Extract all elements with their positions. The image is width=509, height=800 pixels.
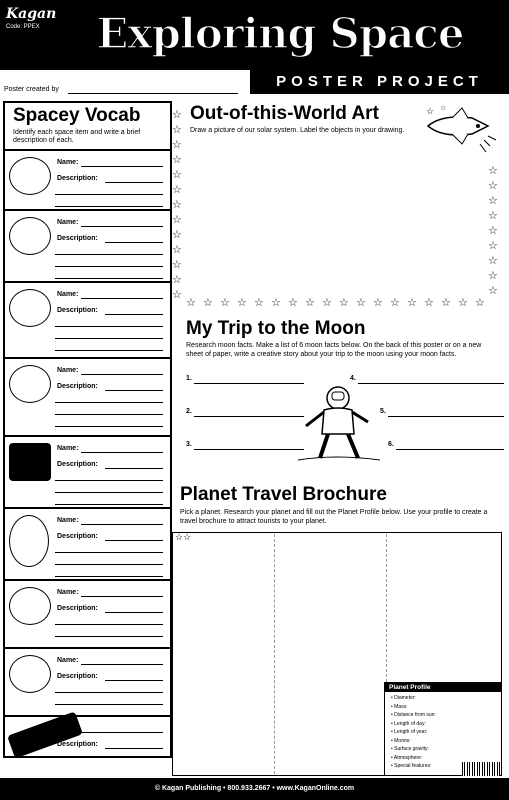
star-icon: ☆ xyxy=(172,154,182,166)
vocab-description-field[interactable] xyxy=(105,680,163,681)
product-code: Code: PPEX xyxy=(6,24,40,30)
vocab-instructions: Identify each space item and write a brief description of each. xyxy=(13,129,141,144)
vocab-description-field[interactable] xyxy=(55,266,163,267)
vocab-name-label: Name: xyxy=(57,657,79,664)
star-icon: ☆ xyxy=(488,180,498,192)
vocab-description-label: Description: xyxy=(57,235,98,242)
art-instructions: Draw a picture of our solar system. Label the objects in your drawing. xyxy=(190,127,405,134)
brochure-title: Planet Travel Brochure xyxy=(180,484,387,505)
galaxy-icon xyxy=(9,443,51,481)
vocab-name-label: Name: xyxy=(57,517,79,524)
moon-fact-number: 1. xyxy=(186,375,192,382)
art-drawing-area[interactable] xyxy=(186,140,486,298)
star-icon: ☆ xyxy=(172,214,182,226)
vocab-name-label: Name: xyxy=(57,445,79,452)
vocab-description-field[interactable] xyxy=(105,314,163,315)
poster-created-by-label: Poster created by xyxy=(4,86,59,93)
vocab-description-field[interactable] xyxy=(55,402,163,403)
vocab-description-field[interactable] xyxy=(55,704,163,705)
vocab-description-field[interactable] xyxy=(55,492,163,493)
vocab-name-field[interactable] xyxy=(81,664,163,665)
star-icon: ☆ xyxy=(488,195,498,207)
vocab-name-field[interactable] xyxy=(81,524,163,525)
vocab-name-field[interactable] xyxy=(81,452,163,453)
star-icon: ☆ xyxy=(172,259,182,271)
vocab-description-field[interactable] xyxy=(105,540,163,541)
planet-profile-item: • Atmosphere: xyxy=(391,754,423,761)
planet-profile-item: • Diameter: xyxy=(391,695,416,701)
star-icon: ☆ xyxy=(288,297,298,309)
astronaut-icon xyxy=(296,384,382,466)
planet-profile-item: • Length of year: xyxy=(391,729,428,735)
vocab-cell xyxy=(5,579,170,649)
earth-icon xyxy=(9,289,51,327)
vocab-cell xyxy=(5,435,170,509)
star-icon: ☆ xyxy=(172,139,182,151)
planet-profile-item: • Surface gravity: xyxy=(391,746,429,752)
poster-project-banner: POSTER PROJECT xyxy=(250,70,509,94)
spacey-vocab-panel xyxy=(3,101,172,758)
vocab-description-field[interactable] xyxy=(55,552,163,553)
stars-icon: ☆☆ xyxy=(175,532,192,542)
vocab-description-field[interactable] xyxy=(55,504,163,505)
star-icon: ☆ xyxy=(172,199,182,211)
star-icon: ☆ xyxy=(172,169,182,181)
art-title: Out-of-this-World Art xyxy=(190,103,379,124)
star-icon: ☆ xyxy=(475,297,485,309)
star-icon: ☆ xyxy=(488,225,498,237)
planet-profile-item: • Mass: xyxy=(391,703,408,710)
vocab-name-field[interactable] xyxy=(81,596,163,597)
vocab-cell xyxy=(5,507,170,581)
vocab-name-label: Name: xyxy=(57,159,79,166)
vocab-title: Spacey Vocab xyxy=(13,105,141,126)
star-icon: ☆ xyxy=(203,297,213,309)
vocab-description-field[interactable] xyxy=(55,326,163,327)
star-icon: ☆ xyxy=(339,297,349,309)
moon-fact-field[interactable] xyxy=(396,449,504,450)
star-icon: ☆ xyxy=(172,124,182,136)
vocab-description-field[interactable] xyxy=(55,624,163,625)
star-icon: ☆ xyxy=(237,297,247,309)
moon-fact-number: 2. xyxy=(186,408,192,415)
star-icon: ☆ xyxy=(172,184,182,196)
vocab-name-label: Name: xyxy=(57,291,79,298)
vocab-description-label: Description: xyxy=(57,175,98,182)
space-shuttle-icon xyxy=(422,104,500,156)
vocab-cell xyxy=(5,357,170,437)
vocab-name-field[interactable] xyxy=(81,166,163,167)
planet-profile-item: • Special features: xyxy=(391,763,432,769)
star-icon: ☆ xyxy=(172,289,182,301)
star-icon: ☆ xyxy=(488,165,498,177)
brochure-fold-line xyxy=(386,534,387,682)
moon-fact-field[interactable] xyxy=(194,449,304,450)
page-title: Exploring Space xyxy=(96,9,464,58)
vocab-description-field[interactable] xyxy=(55,338,163,339)
vocab-description-label: Description: xyxy=(57,605,98,612)
constellation-icon xyxy=(7,711,83,758)
star-icon: ☆ xyxy=(254,297,264,309)
star-icon: ☆ xyxy=(407,297,417,309)
vocab-name-field[interactable] xyxy=(81,732,163,733)
planet-profile-item: • Length of day: xyxy=(391,720,426,727)
star-icon: ☆ xyxy=(172,109,182,121)
brochure-instructions: Pick a planet. Research your planet and fill out the Planet Profile below. Use your profile to create a travel brochure to attract tourists to your planet. xyxy=(180,509,488,525)
saturn-icon xyxy=(9,365,51,403)
vocab-name-field[interactable] xyxy=(81,298,163,299)
vocab-description-field[interactable] xyxy=(55,426,163,427)
vocab-description-label: Description: xyxy=(57,741,98,748)
moon-fact-field[interactable] xyxy=(388,416,504,417)
vocab-description-field[interactable] xyxy=(55,480,163,481)
star-icon: ☆ xyxy=(424,297,434,309)
vocab-name-label: Name: xyxy=(57,725,79,732)
star-icon: ☆ xyxy=(220,297,230,309)
star-icon: ☆ xyxy=(305,297,315,309)
vocab-description-field[interactable] xyxy=(105,612,163,613)
vocab-description-field[interactable] xyxy=(55,350,163,351)
vocab-description-field[interactable] xyxy=(105,468,163,469)
vocab-cell xyxy=(5,149,170,211)
moon-fact-number: 4. xyxy=(350,375,356,382)
footer: © Kagan Publishing • 800.933.2667 • www.KaganOnline.com xyxy=(0,778,509,800)
vocab-cell xyxy=(5,715,170,755)
star-icon: ☆ xyxy=(488,270,498,282)
brand-name: Kagan xyxy=(6,6,57,22)
moon-instructions: Research moon facts. Make a list of 6 moon facts below. On the back of this poster or on a new sheet of paper, write a creative story about your trip to the moon using your moon facts. xyxy=(186,342,482,358)
star-icon: ☆ xyxy=(390,297,400,309)
star-icon: ☆ xyxy=(356,297,366,309)
moon-fact-number: 6. xyxy=(388,441,394,448)
vocab-description-field[interactable] xyxy=(55,564,163,565)
vocab-description-label: Description: xyxy=(57,307,98,314)
star-icon: ☆ xyxy=(488,240,498,252)
vocab-description-field[interactable] xyxy=(105,182,163,183)
svg-text:☆: ☆ xyxy=(440,105,447,112)
sun-icon xyxy=(9,157,51,195)
vocab-cell xyxy=(5,647,170,717)
moon-fact-field[interactable] xyxy=(194,416,304,417)
vocab-cell xyxy=(5,281,170,359)
vocab-description-label: Description: xyxy=(57,461,98,468)
planet-profile-list xyxy=(391,694,501,771)
vocab-name-field[interactable] xyxy=(81,226,163,227)
vocab-cell xyxy=(5,209,170,283)
vocab-description-label: Description: xyxy=(57,383,98,390)
star-icon: ☆ xyxy=(488,285,498,297)
vocab-name-label: Name: xyxy=(57,219,79,226)
star-icon: ☆ xyxy=(172,244,182,256)
vocab-description-field[interactable] xyxy=(55,254,163,255)
vocab-description-field[interactable] xyxy=(105,748,163,749)
vocab-description-field[interactable] xyxy=(55,278,163,279)
star-icon: ☆ xyxy=(488,210,498,222)
planet-profile-item: • Moons: xyxy=(391,737,411,744)
moon-fact-number: 3. xyxy=(186,441,192,448)
asteroids-icon xyxy=(9,655,51,693)
kagan-logo xyxy=(6,6,57,46)
barcode xyxy=(462,762,500,776)
star-icon: ☆ xyxy=(271,297,281,309)
star-burst-icon xyxy=(9,217,51,255)
star-icon: ☆ xyxy=(488,255,498,267)
planet-profile-item: • Distance from sun: xyxy=(391,712,436,718)
moon-title: My Trip to the Moon xyxy=(186,318,366,339)
vocab-description-field[interactable] xyxy=(55,414,163,415)
star-icon: ☆ xyxy=(373,297,383,309)
star-icon: ☆ xyxy=(186,297,196,309)
vocab-name-label: Name: xyxy=(57,367,79,374)
planet-profile-title: Planet Profile xyxy=(385,683,501,692)
vocab-description-field[interactable] xyxy=(55,636,163,637)
moon-fact-number: 5. xyxy=(380,408,386,415)
vocab-description-field[interactable] xyxy=(55,206,163,207)
star-icon: ☆ xyxy=(172,229,182,241)
vocab-description-field[interactable] xyxy=(55,692,163,693)
star-icon: ☆ xyxy=(322,297,332,309)
satellite-icon xyxy=(9,587,51,625)
svg-text:☆: ☆ xyxy=(426,106,435,116)
moon-icon xyxy=(9,515,49,567)
moon-fact-field[interactable] xyxy=(194,383,304,384)
vocab-name-field[interactable] xyxy=(81,374,163,375)
star-icon: ☆ xyxy=(458,297,468,309)
vocab-description-label: Description: xyxy=(57,533,98,540)
star-icon: ☆ xyxy=(172,274,182,286)
vocab-description-field[interactable] xyxy=(105,390,163,391)
brochure-fold-line xyxy=(274,534,275,774)
star-icon: ☆ xyxy=(441,297,451,309)
vocab-description-field[interactable] xyxy=(105,242,163,243)
vocab-description-field[interactable] xyxy=(55,576,163,577)
vocab-description-field[interactable] xyxy=(55,194,163,195)
vocab-name-label: Name: xyxy=(57,589,79,596)
vocab-description-label: Description: xyxy=(57,673,98,680)
poster-created-by-line[interactable] xyxy=(68,93,238,94)
